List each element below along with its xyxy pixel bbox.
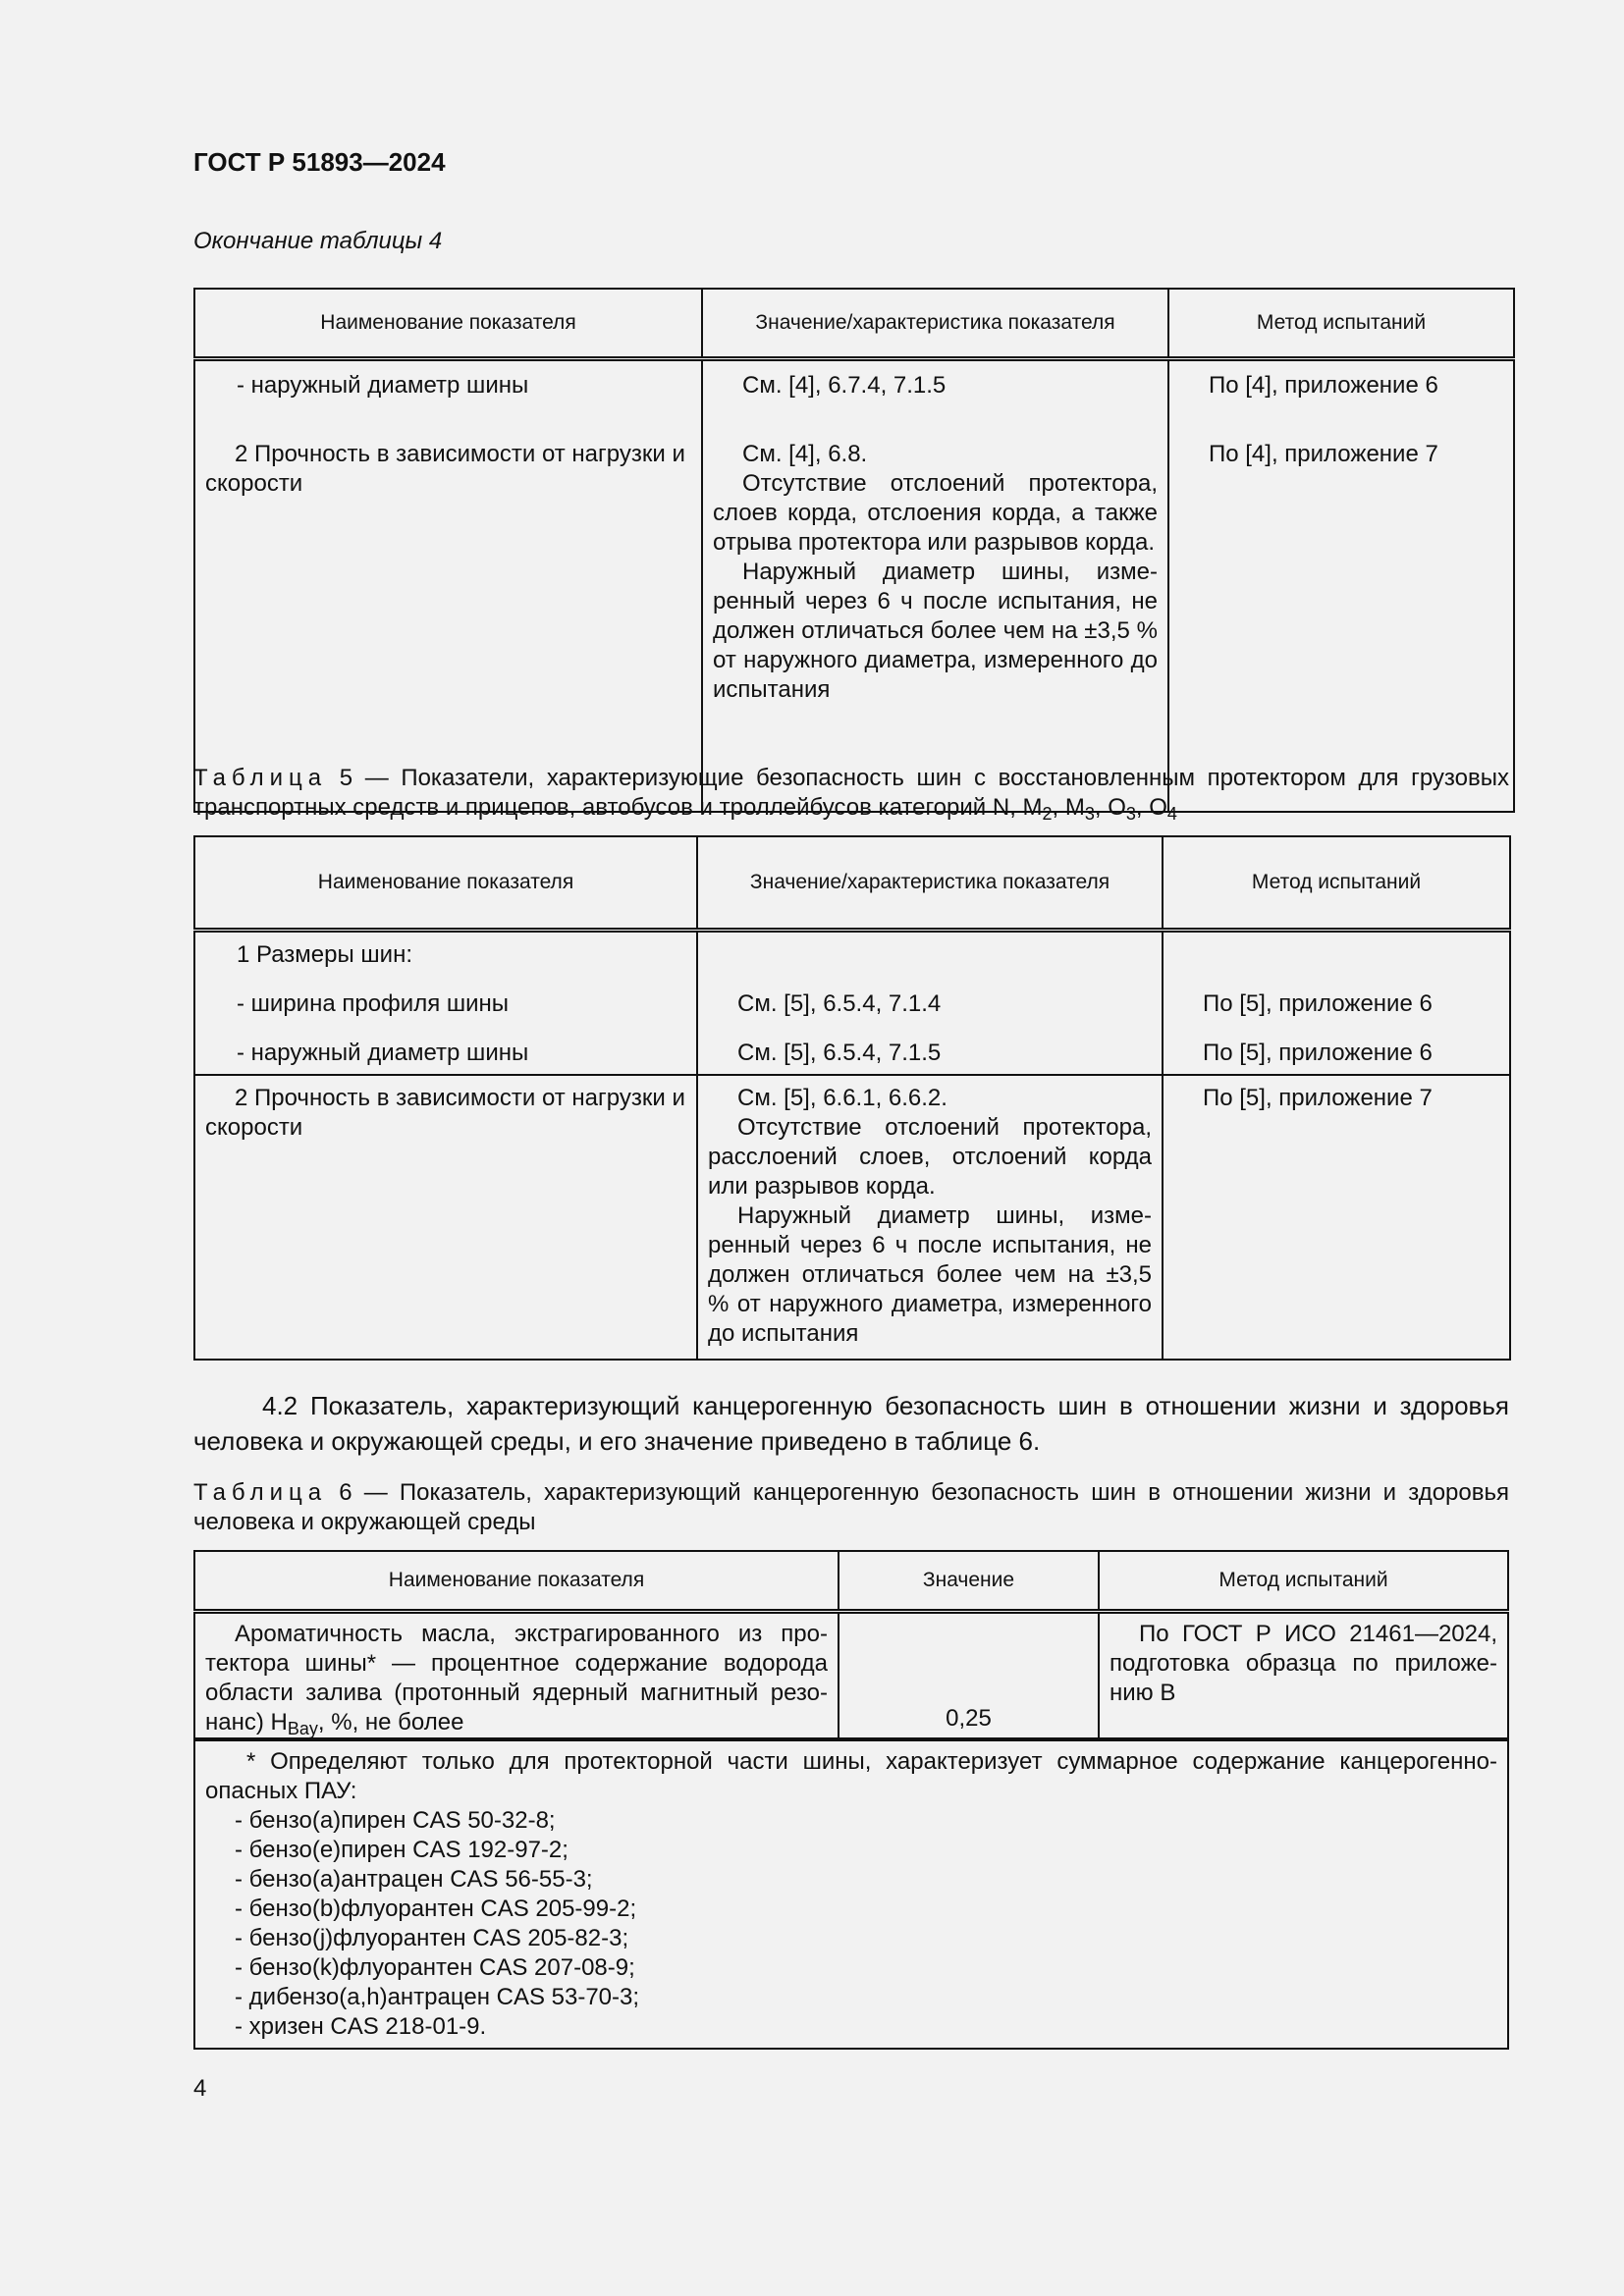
column-header-value: Значение [839, 1551, 1099, 1611]
row-name-aromaticity [195, 1614, 838, 1737]
page-number: 4 [193, 2075, 207, 2102]
group-title-dimensions: 1 Размеры шин: [237, 940, 413, 968]
row-name-strength: 2 Прочность в зависимости от нагрузки и скорости [205, 1085, 685, 1141]
column-header-method: Метод испытаний [1168, 289, 1514, 358]
column-header-name: Наименование показателя [194, 836, 697, 930]
column-header-method: Метод испытаний [1099, 1551, 1508, 1611]
aromaticity-tail: , %, не более [317, 1708, 464, 1735]
column-header-name: Наименование показателя [194, 1551, 839, 1611]
row-name-outer-diameter: - наружный диаметр шины [237, 1039, 529, 1066]
table-6-caption-text: 6 — Показатель, характеризующий канцерогенную безопасность шин в отношении жизни и здоровья человека и окружающей среды [193, 1479, 1509, 1535]
row-name-profile-width: - ширина профиля шины [237, 989, 510, 1017]
row-value-strength-text2: Наружный диаметр шины, измеренный через 6 ч после испытания, не должен отличаться более чем на ±3,5 % от наружного диаметра, измеренного до испытания [713, 558, 1158, 703]
row-method-aromaticity: По ГОСТ Р ИСО 21461—2024, подготовка образца по приложению В [1110, 1620, 1497, 1706]
row-method-strength: По [5], приложение 7 [1203, 1085, 1433, 1111]
table-footnote [194, 1739, 1508, 2049]
column-header-name: Наименование показателя [194, 289, 702, 358]
sub-3b: 3 [1125, 804, 1136, 824]
row-value-strength-ref: См. [4], 6.8. [742, 440, 868, 467]
sub-2: 2 [1042, 804, 1053, 824]
row-value-profile-width: См. [5], 6.5.4, 7.1.4 [737, 989, 942, 1017]
row-method-strength: По [4], приложение 7 [1209, 440, 1438, 467]
table-cell-method [1168, 358, 1514, 812]
sub-3: 3 [1084, 804, 1095, 824]
table-5-caption [193, 764, 1509, 823]
row-value-outer-diameter: См. [5], 6.5.4, 7.1.5 [737, 1039, 942, 1066]
table-continuation-label: Окончание таблицы 4 [193, 228, 443, 254]
column-header-method: Метод испытаний [1163, 836, 1510, 930]
footnote-intro: * Определяют только для протекторной части шины, характеризует суммарное содержание канцерогенноопасных ПАУ: [205, 1747, 1497, 1804]
footnote-item: - дибензо(а,h)антрацен CAS 53-70-3; [235, 1983, 640, 2010]
table-cell-value [697, 1075, 1163, 1360]
table-cell-method [1163, 1075, 1510, 1360]
table-6-caption [193, 1478, 1509, 1537]
row-method-profile-width: По [5], приложение 6 [1203, 989, 1433, 1017]
footnote-item: - бензо(а)антрацен CAS 56-55-3; [235, 1865, 593, 1893]
row-value-strength-ref: См. [5], 6.6.1, 6.6.2. [737, 1085, 947, 1111]
table-cell-name [194, 930, 697, 1075]
row-value-strength-text2: Наружный диаметр шины, измеренный через 6 ч после испытания, не должен отличаться более чем на ±3,5 % от наружного диаметра, измеренного до испытания [708, 1202, 1152, 1347]
table-cell-value [839, 1611, 1099, 1739]
sub-4: 4 [1166, 804, 1177, 824]
table-cell-value [697, 930, 1163, 1075]
row-method-outer-diameter: По [4], приложение 6 [1209, 371, 1438, 399]
row-value-strength-text1: Отсутствие отслоений протектора, расслоений слоев, отслоений корда или разрывов корда. [708, 1114, 1152, 1200]
table-cell-name [194, 1075, 697, 1360]
document-header: ГОСТ Р 51893—2024 [193, 147, 446, 177]
footnote-item: - хризен CAS 218-01-9. [235, 2012, 487, 2040]
table-4-continuation [193, 288, 1515, 813]
table-5 [193, 835, 1511, 1361]
column-header-value: Значение/характеристика показателя [702, 289, 1168, 358]
footnote-item: - бензо(а)пирен CAS 50-32-8; [235, 1806, 556, 1834]
section-4-2-paragraph: 4.2 Показатель, характеризующий канцерогенную безопасность шин в отношении жизни и здоровья человека и окружающей среды, и его значение приведено в таблице 6. [193, 1391, 1509, 1456]
row-name-outer-diameter: - наружный диаметр шины [237, 371, 529, 399]
caption-o4: , O [1135, 794, 1167, 821]
row-value-aromaticity: 0,25 [946, 1704, 992, 1732]
table-6 [193, 1550, 1509, 2050]
footnote-item: - бензо(j)флуорантен CAS 205-82-3; [235, 1924, 629, 1951]
caption-o3: , O [1094, 794, 1126, 821]
table-5-caption-text: 5 — Показатели, характеризующие безопасность шин с восстановленным протектором для грузовых транспортных средств и прицепов, автобусов и троллейбусов категорий N, M [193, 765, 1509, 821]
footnote-item: - бензо(b)флуорантен CAS 205-99-2; [235, 1895, 637, 1922]
footnote-list [195, 1806, 1507, 2042]
footnote-item: - бензо(е)пирен CAS 192-97-2; [235, 1836, 568, 1863]
table-5-caption-label: Таблица [193, 765, 328, 791]
table-cell-name [194, 1611, 839, 1739]
row-value-outer-diameter: См. [4], 6.7.4, 7.1.5 [742, 371, 947, 399]
table-cell-value [702, 358, 1168, 812]
aromaticity-text: Ароматичность масла, экстрагированного из протектора шины* — процентное содержание водорода области залива (протонный ядерный магнитный резонанс) H [205, 1620, 828, 1735]
row-name-strength: 2 Прочность в зависимости от нагрузки и скорости [205, 440, 685, 497]
table-cell-method [1163, 930, 1510, 1075]
row-method-outer-diameter: По [5], приложение 6 [1203, 1039, 1433, 1066]
table-6-caption-label: Таблица [193, 1479, 328, 1506]
column-header-value: Значение/характеристика показателя [697, 836, 1163, 930]
footnote-item: - бензо(k)флуорантен CAS 207-08-9; [235, 1953, 635, 1981]
caption-m3: , M [1052, 794, 1085, 821]
row-value-strength-text1: Отсутствие отслоений протектора, слоев корда, отслоения корда, а также отрыва протектора или разрывов корда. [713, 469, 1158, 556]
table-cell-name [194, 358, 702, 812]
aromaticity-sub: Bay [287, 1718, 318, 1738]
table-cell-method [1099, 1611, 1508, 1739]
